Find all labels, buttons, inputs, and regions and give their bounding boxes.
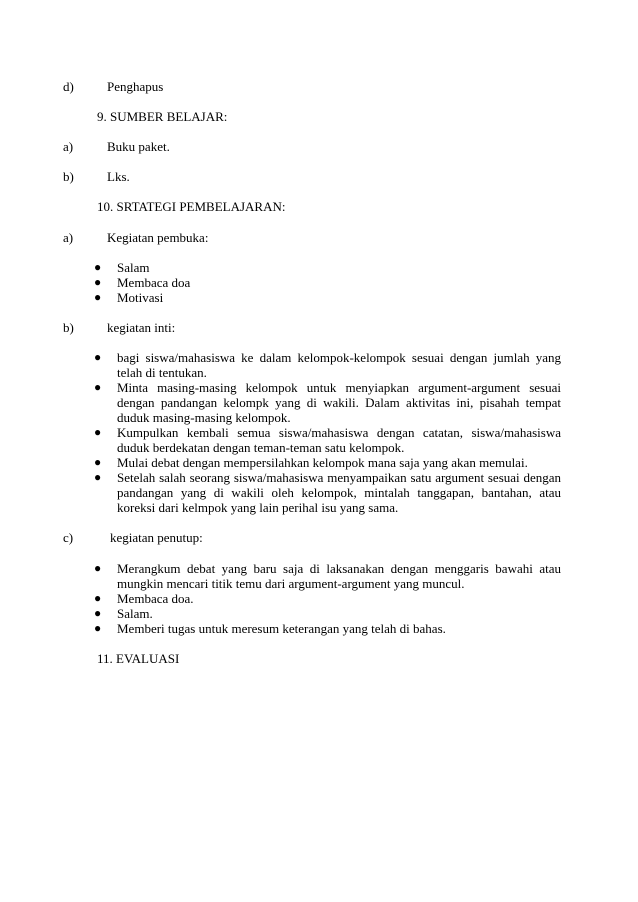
bullet-icon: ● <box>94 606 102 620</box>
bullet-text: bagi siswa/mahasiswa ke dalam kelompok-kelompok sesuai dengan jumlah yang telah di tentukan. <box>117 350 561 380</box>
list-marker: a) <box>63 139 74 154</box>
list-marker: d) <box>63 79 74 94</box>
list-text: Lks. <box>107 169 130 184</box>
bullet-text: Setelah salah seorang siswa/mahasiswa menyampaikan satu argument sesuai dengan pandangan yang di wakili oleh kelompok, mintalah tanggapan, bantahan, atau koreksi dari kelmpok yang lain perihal isu yang sama. <box>117 470 561 515</box>
bullet-text: Merangkum debat yang baru saja di laksanakan dengan menggaris bawahi atau mungkin mencari titik temu dari argument-argument yang muncul. <box>117 561 561 591</box>
bullet-icon: ● <box>94 561 102 575</box>
bullet-text: Kumpulkan kembali semua siswa/mahasiswa dengan catatan, siswa/mahasiswa duduk berdekatan dengan teman-teman satu kelompok. <box>117 425 561 455</box>
list-text: Penghapus <box>107 79 164 94</box>
bullet-text: Salam <box>117 260 150 275</box>
list-text: Kegiatan pembuka: <box>107 230 209 245</box>
heading-evaluasi: 11. EVALUASI <box>97 651 180 666</box>
list-marker: c) <box>63 530 74 545</box>
bullet-icon: ● <box>94 380 102 394</box>
bullet-text: Minta masing-masing kelompok untuk menyiapkan argument-argument sesuai dengan pandangan kelompk yang di wakili. Dalam aktivitas ini, pisahah tempat duduk masing-masing kelompok. <box>117 380 561 425</box>
list-text: Buku paket. <box>107 139 170 154</box>
bullet-icon: ● <box>94 260 102 274</box>
list-marker: a) <box>63 230 74 245</box>
bullet-text: Salam. <box>117 606 153 621</box>
bullet-icon: ● <box>94 425 102 439</box>
list-text: kegiatan inti: <box>107 320 176 335</box>
heading-sumber-belajar: 9. SUMBER BELAJAR: <box>97 109 228 124</box>
heading-strategi-pembelajaran: 10. SRTATEGI PEMBELAJARAN: <box>97 199 286 214</box>
bullet-text: Mulai debat dengan mempersilahkan kelompok mana saja yang akan memulai. <box>117 455 528 470</box>
list-marker: b) <box>63 320 74 335</box>
bullet-icon: ● <box>94 470 102 484</box>
bullet-icon: ● <box>94 621 102 635</box>
bullet-text: Memberi tugas untuk meresum keterangan yang telah di bahas. <box>117 621 446 636</box>
bullet-text: Membaca doa <box>117 275 191 290</box>
bullet-icon: ● <box>94 290 102 304</box>
bullet-text: Motivasi <box>117 290 164 305</box>
list-marker: b) <box>63 169 74 184</box>
bullet-icon: ● <box>94 591 102 605</box>
bullet-icon: ● <box>94 350 102 364</box>
list-text: kegiatan penutup: <box>110 530 203 545</box>
bullet-text: Membaca doa. <box>117 591 194 606</box>
bullet-icon: ● <box>94 455 102 469</box>
bullet-icon: ● <box>94 275 102 289</box>
